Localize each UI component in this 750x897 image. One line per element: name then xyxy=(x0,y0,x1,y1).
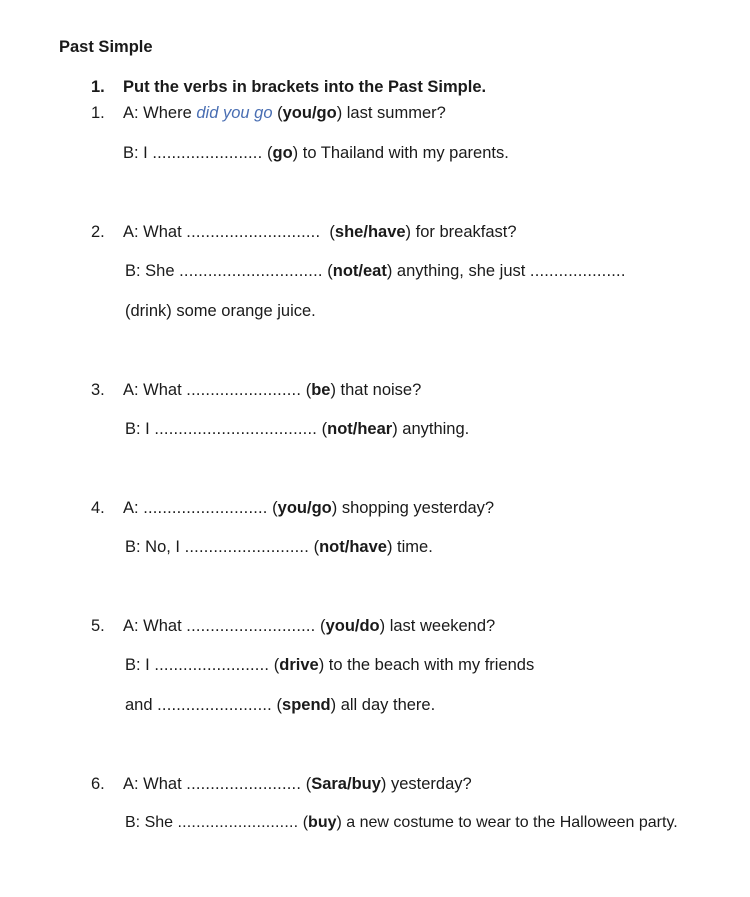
line-text: ) that noise? xyxy=(330,381,422,399)
answer-blank[interactable]: ........................ xyxy=(154,656,270,674)
item-2-line-a xyxy=(91,221,517,243)
item-number: 5. xyxy=(91,617,105,635)
task-instruction: Put the verbs in brackets into the Past Simple. xyxy=(123,78,487,96)
verb-prompt: not/eat xyxy=(332,262,387,280)
verb-prompt: not/hear xyxy=(327,420,393,438)
item-1-line-b xyxy=(123,142,509,164)
line-text: ) for breakfast? xyxy=(405,223,517,241)
answer-blank[interactable]: ........................ xyxy=(157,696,272,714)
item-4-line-a xyxy=(91,497,494,519)
line-text: A: What xyxy=(123,775,187,793)
paren: ( xyxy=(315,617,326,635)
item-2-line-c xyxy=(125,300,316,322)
verb-prompt: buy xyxy=(308,814,337,831)
task-heading xyxy=(91,78,486,97)
verb-prompt: Sara/buy xyxy=(311,775,381,793)
answer-blank[interactable]: ............................ xyxy=(186,223,321,241)
item-5-line-c xyxy=(125,694,435,716)
paren: ( xyxy=(272,104,283,122)
answer-blank[interactable]: ........................ xyxy=(186,775,302,793)
item-5-line-a xyxy=(91,615,495,637)
line-text: B: She xyxy=(125,814,178,831)
paren: ( xyxy=(317,420,328,438)
line-text: ) to Thailand with my parents. xyxy=(292,144,509,162)
verb-prompt: go xyxy=(272,144,293,162)
answer-blank[interactable]: ........................ xyxy=(186,381,302,399)
item-4-line-b xyxy=(125,536,433,558)
item-3-line-a xyxy=(91,379,421,401)
line-text: B: I xyxy=(123,144,153,162)
line-text: A: What xyxy=(123,381,187,399)
item-3-line-b xyxy=(125,418,469,440)
line-text: ) anything, she just xyxy=(386,262,530,280)
paren: ( xyxy=(301,381,312,399)
answer-blank[interactable]: .............................. xyxy=(179,262,323,280)
line-text: A: What xyxy=(123,617,187,635)
line-text: ) last summer? xyxy=(336,104,446,122)
item-number: 1. xyxy=(91,104,105,122)
item-5-line-b xyxy=(125,654,534,676)
item-6-line-b xyxy=(125,812,678,834)
line-text: A: What xyxy=(123,223,187,241)
line-text: ) time. xyxy=(386,538,433,556)
line-text: ) all day there. xyxy=(330,696,436,714)
answer-blank[interactable]: ........................... xyxy=(186,617,316,635)
paren: ( xyxy=(301,775,312,793)
line-text: B: No, I xyxy=(125,538,185,556)
item-number: 4. xyxy=(91,499,105,517)
paren: ( xyxy=(322,262,333,280)
line-text: ) last weekend? xyxy=(379,617,496,635)
item-6-line-a xyxy=(91,773,472,795)
paren: ( xyxy=(298,814,309,831)
verb-prompt: spend xyxy=(282,696,331,714)
verb-prompt: not/have xyxy=(319,538,387,556)
paren: ( xyxy=(320,223,335,241)
line-text: B: She xyxy=(125,262,180,280)
line-text: (drink) some orange juice. xyxy=(125,302,316,320)
paren: ( xyxy=(269,656,280,674)
paren: ( xyxy=(262,144,273,162)
example-answer: did you go xyxy=(196,104,273,122)
paren: ( xyxy=(271,696,283,714)
answer-blank[interactable]: .......................... xyxy=(184,538,309,556)
paren: ( xyxy=(267,499,278,517)
answer-blank[interactable]: ....................... xyxy=(152,144,263,162)
paren: ( xyxy=(309,538,320,556)
line-text: and xyxy=(125,696,158,714)
verb-prompt: be xyxy=(311,381,331,399)
verb-prompt: you/go xyxy=(277,499,332,517)
answer-blank[interactable]: .......................... xyxy=(143,499,268,517)
task-number: 1. xyxy=(91,78,105,96)
verb-prompt: drive xyxy=(279,656,319,674)
page-title: Past Simple xyxy=(59,38,153,56)
item-number: 3. xyxy=(91,381,105,399)
item-number: 2. xyxy=(91,223,105,241)
item-1-line-a xyxy=(91,102,446,124)
line-text: ) shopping yesterday? xyxy=(331,499,495,517)
line-text: ) anything. xyxy=(392,420,470,438)
line-text: B: I xyxy=(125,656,155,674)
answer-blank[interactable]: .................... xyxy=(529,262,626,280)
line-text: ) yesterday? xyxy=(380,775,472,793)
item-2-line-b xyxy=(125,260,626,282)
line-text: A: Where xyxy=(123,104,197,122)
item-number: 6. xyxy=(91,775,105,793)
line-text: ) a new costume to wear to the Halloween party. xyxy=(336,814,678,831)
answer-blank[interactable]: .......................... xyxy=(177,814,299,831)
verb-prompt: you/go xyxy=(282,104,337,122)
line-text: A: xyxy=(123,499,144,517)
line-text: B: I xyxy=(125,420,155,438)
verb-prompt: she/have xyxy=(334,223,406,241)
verb-prompt: you/do xyxy=(325,617,380,635)
answer-blank[interactable]: .................................. xyxy=(154,420,318,438)
line-text: ) to the beach with my friends xyxy=(318,656,535,674)
